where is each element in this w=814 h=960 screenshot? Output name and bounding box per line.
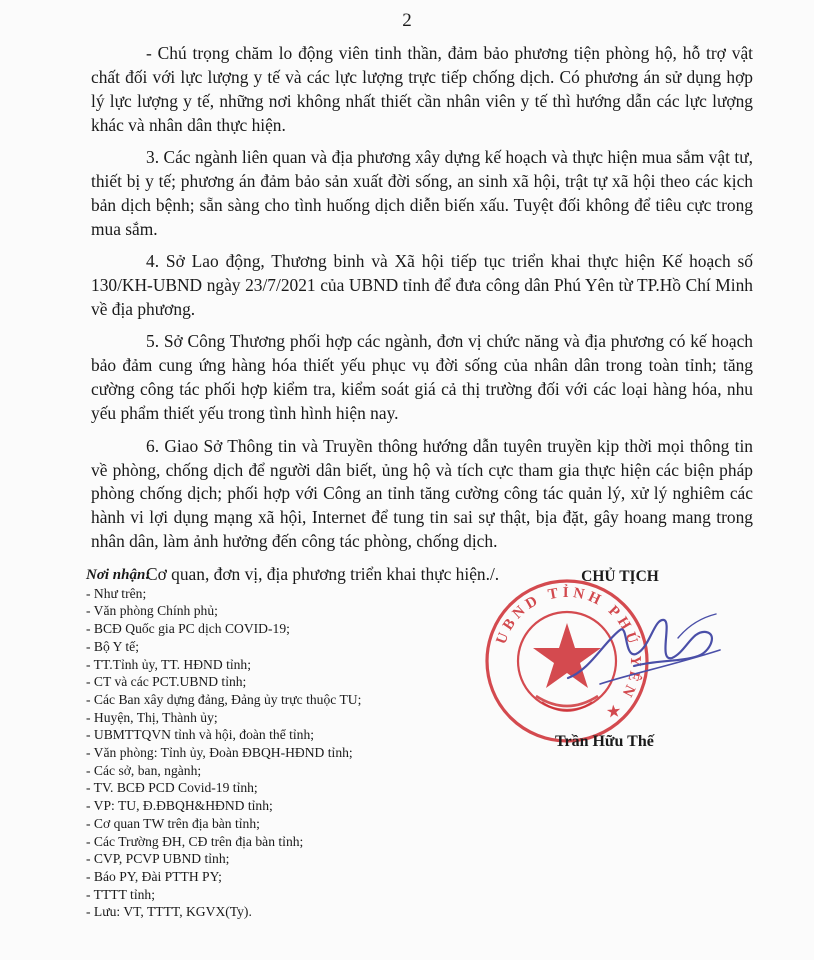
recipient-item: - CT và các PCT.UBND tỉnh; bbox=[86, 674, 247, 690]
document-body bbox=[91, 42, 753, 595]
recipients-block bbox=[86, 567, 486, 921]
recipient-item: - TTTT tỉnh; bbox=[86, 886, 155, 902]
paragraph-5-industry-trade: 5. Sở Công Thương phối hợp các ngành, đơn vị chức năng và địa phương có kế hoạch bảo đảm cung ứng hàng hóa thiết yếu phục vụ đời sống của nhân dân trong toàn tỉnh; tăng cường công tác phối hợp kiểm tra, kiểm soát giá cả thị trường đối với các loại hàng hóa, nhu yếu phẩm thiết yếu trong tình hình hiện nay. bbox=[91, 331, 753, 424]
recipients-list bbox=[86, 585, 486, 921]
paragraph-6-information: 6. Giao Sở Thông tin và Truyền thông hướng dẫn tuyên truyền kịp thời mọi thông tin về phòng, chống dịch để người dân biết, ủng hộ và tích cực tham gia thực hiện các biện pháp phòng chống dịch; phối hợp với Công an tỉnh tăng cường công tác quản lý, xử lý nghiêm các hành vi lợi dụng mạng xã hội, Internet để tung tin sai sự thật, bịa đặt, gây hoang mang trong nhân dân, làm ảnh hưởng đến công tác phòng, chống dịch. bbox=[91, 435, 753, 552]
recipient-item: - TT.Tỉnh ủy, TT. HĐND tỉnh; bbox=[86, 656, 251, 672]
signature-scribble bbox=[560, 600, 730, 710]
recipient-item: - UBMTTQVN tỉnh và hội, đoàn thể tỉnh; bbox=[86, 727, 315, 743]
paragraph-4-labour: 4. Sở Lao động, Thương binh và Xã hội tiếp tục triển khai thực hiện Kế hoạch số 130/KH-UBND ngày 23/7/2021 của UBND tỉnh để đưa công dân Phú Yên từ TP.Hồ Chí Minh về địa phương. bbox=[91, 251, 753, 320]
paragraph-3-procurement: 3. Các ngành liên quan và địa phương xây dựng kế hoạch và thực hiện mua sắm vật tư, thiết bị y tế; phương án đảm bảo sản xuất đời sống, an sinh xã hội, trật tự xã hội theo các kịch bản dịch bệnh; sẵn sàng cho tình huống dịch diễn biến xấu. Tuyệt đối không để tiêu cực trong mua sắm. bbox=[91, 147, 753, 239]
recipient-item: - Bộ Y tế; bbox=[86, 638, 139, 654]
recipient-item: - BCĐ Quốc gia PC dịch COVID-19; bbox=[86, 621, 290, 637]
svg-text:UBND TỈNH PHÚ YÊN ★: UBND TỈNH PHÚ YÊN ★ bbox=[493, 584, 644, 725]
recipient-item: - Các Trường ĐH, CĐ trên địa bàn tỉnh; bbox=[86, 833, 304, 849]
page-number: 2 bbox=[402, 10, 412, 31]
paragraph-support-forces: - Chú trọng chăm lo động viên tinh thần, đảm bảo phương tiện phòng hộ, hỗ trợ vật chất đối với lực lượng y tế và các lực lượng trực tiếp chống dịch. Có phương án sử dụng hợp lý lực lượng y tế, những nơi không nhất thiết cần nhân viên y tế thì hướng dẫn các lực lượng khác và nhân dân thực hiện. bbox=[91, 43, 753, 135]
recipient-item: - Lưu: VT, TTTT, KGVX(Ty). bbox=[86, 904, 252, 920]
recipient-item: - Các Ban xây dựng đảng, Đảng ủy trực thuộc TU; bbox=[86, 691, 362, 707]
signer-title: CHỦ TỊCH bbox=[581, 568, 659, 585]
recipient-item: - VP: TU, Đ.ĐBQH&HĐND tỉnh; bbox=[86, 798, 273, 814]
recipient-item: - Văn phòng Chính phủ; bbox=[86, 603, 218, 619]
closing-line: Cơ quan, đơn vị, địa phương triển khai thực hiện./. bbox=[146, 563, 500, 584]
signer-name: Trần Hữu Thế bbox=[555, 733, 654, 750]
recipients-heading: Nơi nhận: bbox=[86, 567, 151, 583]
recipient-item: - CVP, PCVP UBND tỉnh; bbox=[86, 851, 230, 867]
recipient-item: - Huyện, Thị, Thành ủy; bbox=[86, 709, 218, 725]
recipient-item: - Báo PY, Đài PTTH PY; bbox=[86, 868, 222, 884]
recipient-item: - Các sở, ban, ngành; bbox=[86, 762, 202, 778]
recipient-item: - TV. BCĐ PCD Covid-19 tỉnh; bbox=[86, 780, 258, 796]
recipient-item: - Văn phòng: Tỉnh ủy, Đoàn ĐBQH-HĐND tỉnh; bbox=[86, 745, 353, 761]
recipient-item: - Như trên; bbox=[86, 585, 147, 601]
recipient-item: - Cơ quan TW trên địa bàn tỉnh; bbox=[86, 815, 260, 831]
